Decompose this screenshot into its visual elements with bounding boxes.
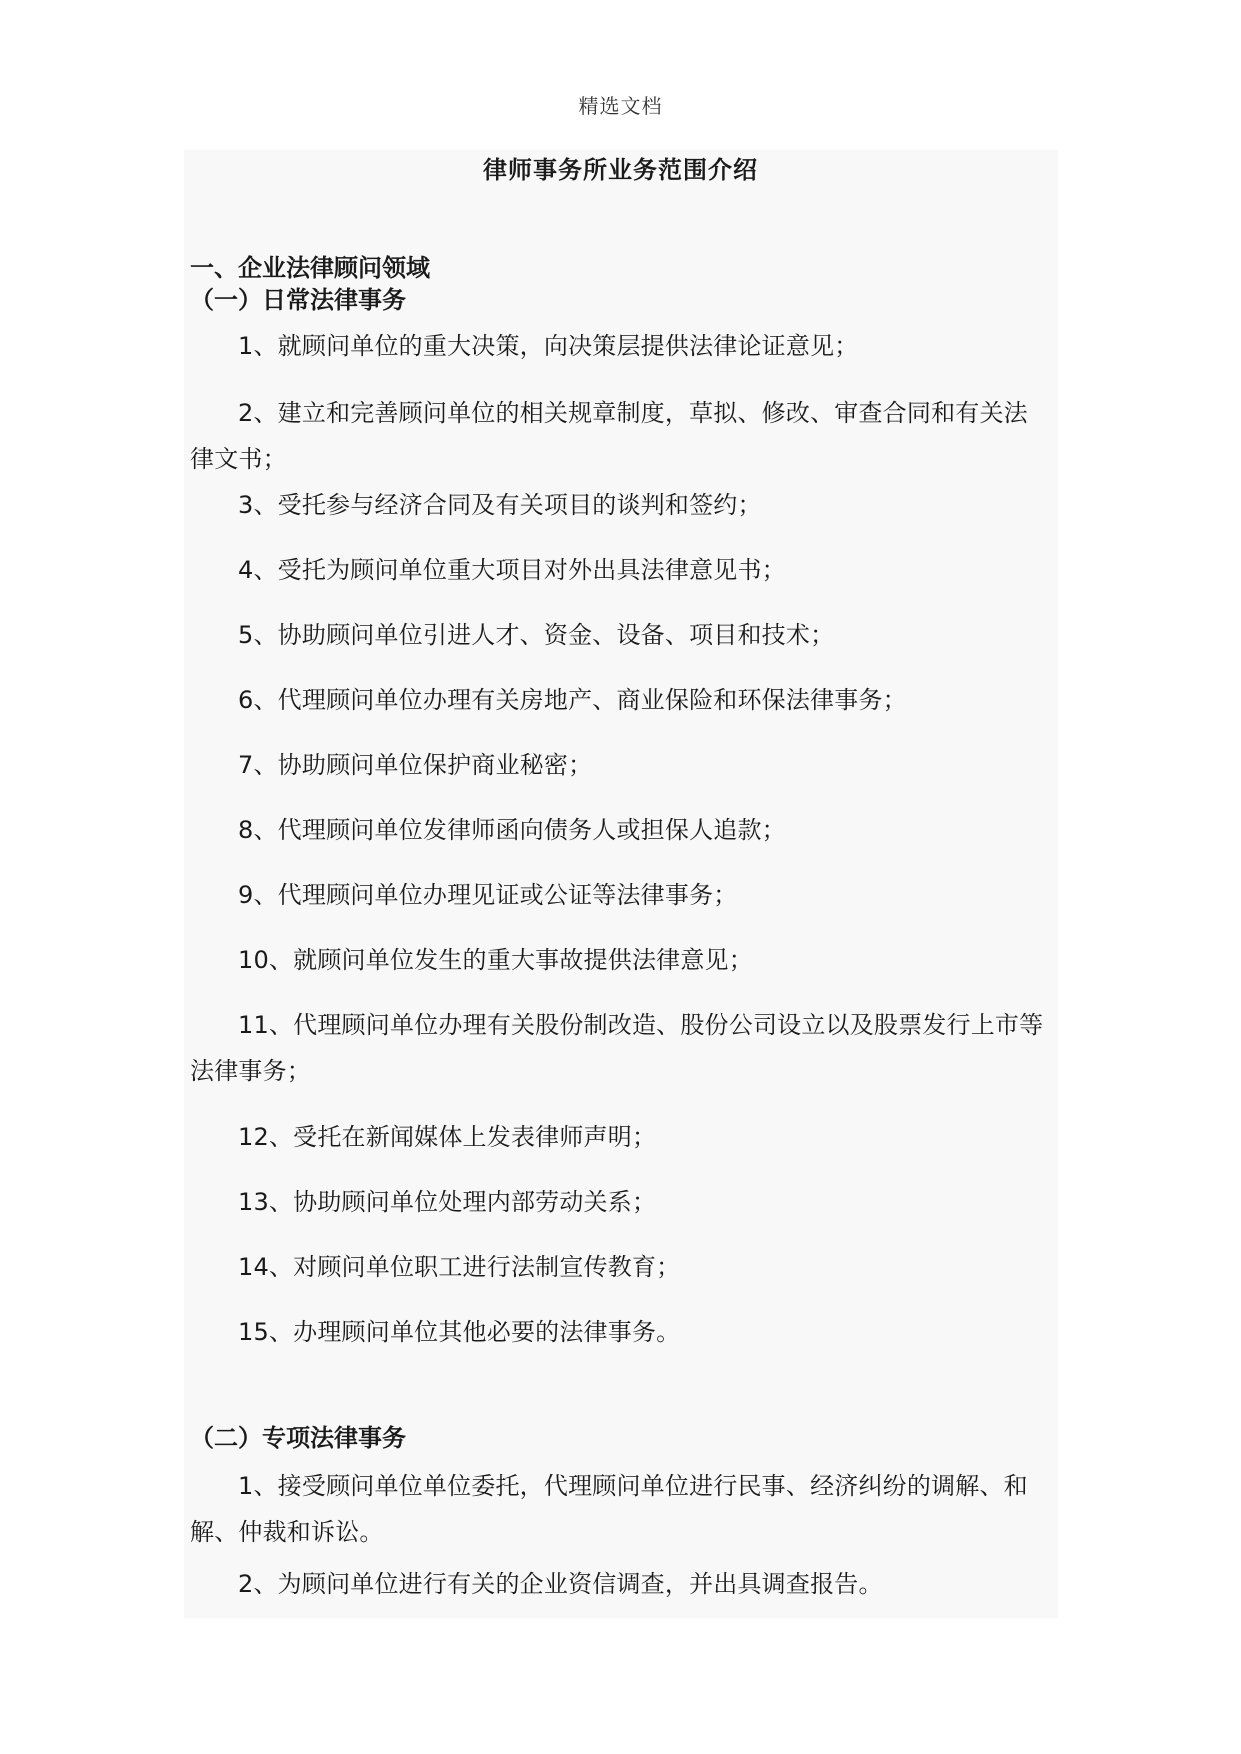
list-item: 2、为顾问单位进行有关的企业资信调查，并出具调查报告。 — [238, 1570, 883, 1598]
list-item: 8、代理顾问单位发律师函向债务人或担保人追款； — [238, 816, 786, 844]
list-item: 6、代理顾问单位办理有关房地产、商业保险和环保法律事务； — [238, 686, 907, 714]
list-item: 4、受托为顾问单位重大项目对外出具法律意见书； — [238, 556, 786, 584]
list-item: 10、就顾问单位发生的重大事故提供法律意见； — [238, 946, 753, 974]
list-item: 11、代理顾问单位办理有关股份制改造、股份公司设立以及股票发行上市等法律事务； — [190, 1011, 1044, 1085]
list-item: 13、协助顾问单位处理内部劳动关系； — [238, 1188, 657, 1216]
page-header: 精选文档 — [578, 94, 663, 118]
list-item: 9、代理顾问单位办理见证或公证等法律事务； — [238, 881, 738, 909]
list-item: 7、协助顾问单位保护商业秘密； — [238, 751, 593, 779]
list-item: 5、协助顾问单位引进人才、资金、设备、项目和技术； — [238, 621, 835, 649]
list-item: 14、对顾问单位职工进行法制宣传教育； — [238, 1253, 681, 1281]
list-item: 1、就顾问单位的重大决策，向决策层提供法律论证意见； — [238, 332, 859, 360]
document-title: 律师事务所业务范围介绍 — [483, 156, 758, 184]
list-item: 2、建立和完善顾问单位的相关规章制度，草拟、修改、审查合同和有关法律文书； — [190, 399, 1028, 473]
list-item: 3、受托参与经济合同及有关项目的谈判和签约； — [238, 491, 762, 519]
list-item: 12、受托在新闻媒体上发表律师声明； — [238, 1123, 657, 1151]
subsection-heading-daily: （一）日常法律事务 — [190, 286, 406, 314]
section-heading: 一、企业法律顾问领域 — [190, 254, 430, 282]
subsection-heading-special: （二）专项法律事务 — [190, 1424, 406, 1452]
list-item: 15、办理顾问单位其他必要的法律事务。 — [238, 1318, 681, 1346]
list-item: 1、接受顾问单位单位委托，代理顾问单位进行民事、经济纠纷的调解、和解、仲裁和诉讼。 — [190, 1472, 1028, 1546]
